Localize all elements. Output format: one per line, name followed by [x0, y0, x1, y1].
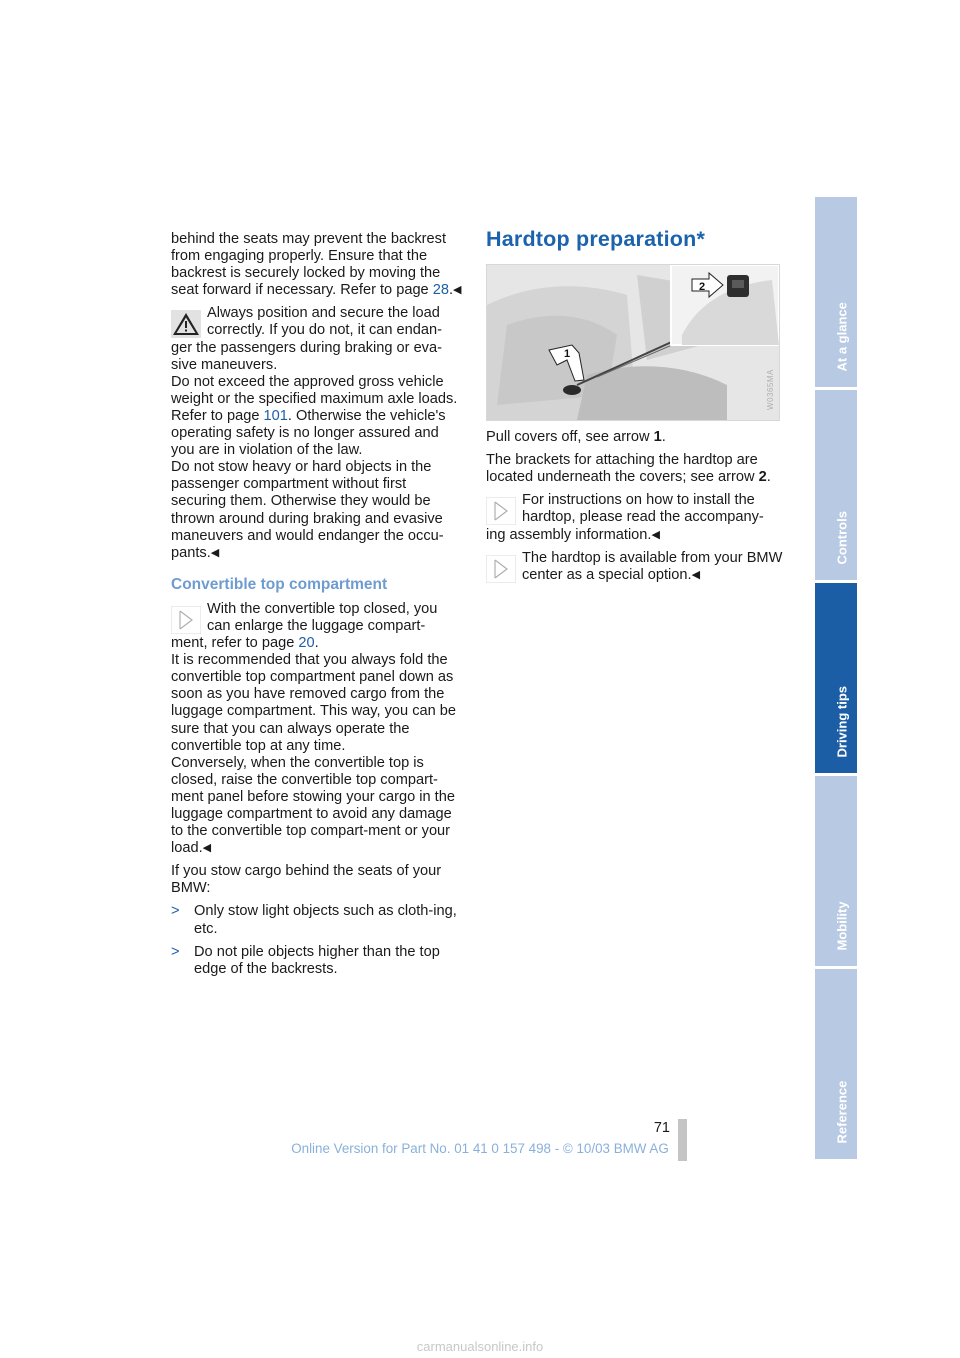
page-number: 71 [653, 1120, 670, 1136]
info-note [486, 550, 784, 584]
note-text: With the convertible top closed, you can enlarge the luggage compart- ment, refer to page 20. [171, 600, 438, 652]
side-tabs [815, 197, 857, 1162]
warning-triangle-icon [171, 310, 201, 338]
note-arrow-icon [171, 606, 201, 634]
info-note [171, 601, 464, 857]
bullet-marker: > [171, 903, 180, 920]
tab-reference[interactable]: Reference [815, 969, 857, 1159]
section-heading: Hardtop preparation* [486, 227, 706, 251]
page-link-28[interactable]: 28 [432, 282, 449, 299]
callout-1: 1 [564, 348, 571, 361]
tab-controls[interactable]: Controls [815, 390, 857, 580]
stow-intro: If you stow cargo behind the seats of your BMW: [171, 863, 442, 897]
note-arrow-icon [486, 497, 516, 525]
footer-text: Online Version for Part No. 01 41 0 157 498 - © 10/03 BMW AG [291, 1141, 669, 1156]
warning-paragraph-3: Do not stow heavy or hard objects in the passenger compartment without first securing them. Otherwise they would be thrown around during braking and evasive maneuvers and would endanger the occu-pants.◀ [171, 459, 444, 561]
figure-code: W0365MA [766, 369, 776, 410]
hardtop-step-2: The brackets for attaching the hardtop are located underneath the covers; see arrow 2. [486, 452, 771, 486]
list-item: > Only stow light objects such as cloth-ing, etc. [171, 903, 457, 937]
note-paragraph-2: It is recommended that you always fold the convertible top compartment panel down as soon as you have removed cargo from the luggage compartment. This way, you can be sure that you can always operate the convertible top at any time. [171, 652, 457, 754]
end-marker: ◀ [210, 546, 220, 559]
watermark: carmanualsonline.info [416, 1339, 544, 1354]
warning-note [171, 305, 464, 561]
note-text: The hardtop is available from your BMW center as a special option.◀ [522, 549, 783, 583]
end-marker: ◀ [691, 568, 701, 581]
hardtop-step-1: Pull covers off, see arrow 1. [486, 429, 666, 446]
tab-driving-tips[interactable]: Driving tips [815, 583, 857, 773]
note-paragraph-3: Conversely, when the convertible top is closed, raise the convertible top compart-ment panel before stowing your cargo in the luggage compartment to avoid any damage to the convertible top compart-ment or your load.◀ [171, 754, 455, 857]
hardtop-illustration [487, 265, 779, 420]
note-text: For instructions on how to install the hardtop, please read the accompany- ing assembly information.◀ [486, 492, 764, 543]
hardtop-figure [486, 264, 780, 421]
page-link-20[interactable]: 20 [298, 635, 315, 652]
info-note [486, 492, 784, 543]
left-column [171, 231, 464, 984]
end-marker: ◀ [202, 842, 212, 855]
page-link-101[interactable]: 101 [263, 407, 288, 424]
bullet-marker: > [171, 943, 180, 960]
end-marker: ◀ [453, 284, 462, 297]
warning-paragraph-2: Do not exceed the approved gross vehicle weight or the specified maximum axle loads. Refer to page 101. Otherwise the vehicle's operating safety is no longer assured and you are in violation of the law. [171, 373, 458, 459]
callout-2: 2 [699, 281, 706, 294]
note-arrow-icon [486, 555, 516, 583]
end-marker: ◀ [651, 528, 660, 541]
tab-mobility[interactable]: Mobility [815, 776, 857, 966]
warning-text: Always position and secure the load correctly. If you do not, it can endan- ger the passengers during braking or eva-sive maneuvers. [171, 305, 442, 373]
right-column [486, 227, 784, 590]
section-subheading: Convertible top compartment [171, 575, 388, 593]
intro-paragraph: behind the seats may prevent the backrest from engaging properly. Ensure that the backrest is securely locked by moving the seat forward if necessary. Refer to page 28.◀ [171, 231, 462, 299]
tab-at-a-glance[interactable]: At a glance [815, 197, 857, 387]
list-item: > Do not pile objects higher than the top edge of the backrests. [171, 943, 440, 977]
